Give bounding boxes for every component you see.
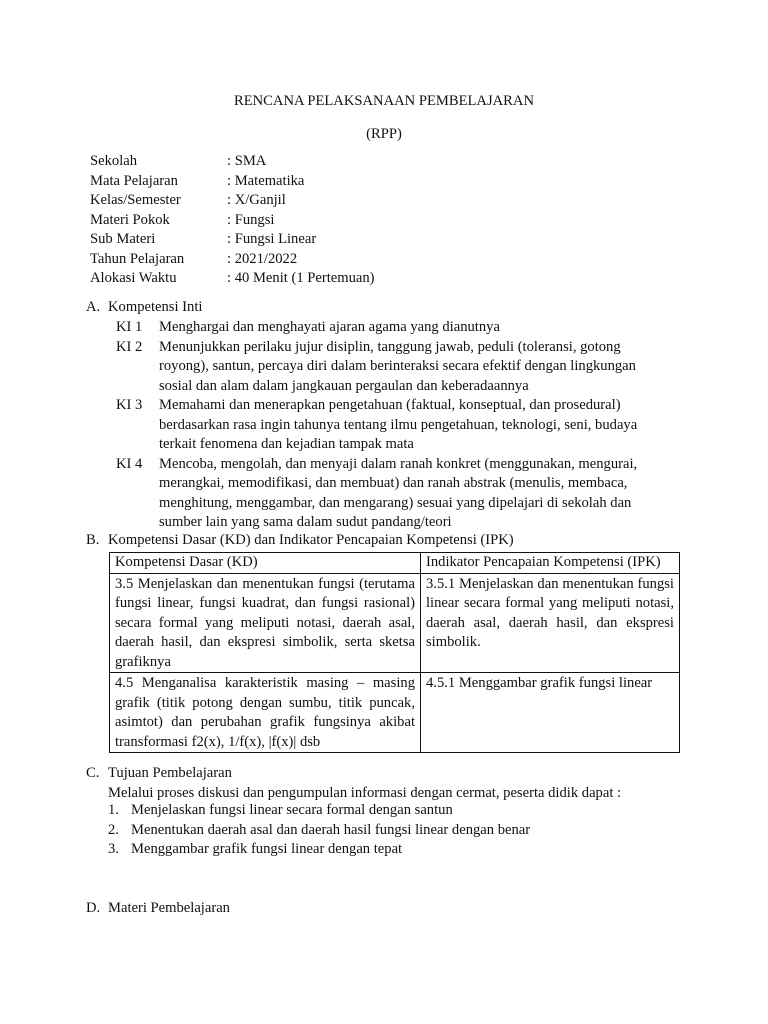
info-value: : Matematika	[227, 172, 305, 189]
section-title: Kompetensi Dasar (KD) dan Indikator Pencapaian Kompetensi (IPK)	[108, 532, 514, 548]
list-number: 2.	[108, 821, 119, 838]
ki-line: Memahami dan menerapkan pengetahuan (faktual, konseptual, dan prosedural)	[159, 397, 621, 413]
table-row	[110, 573, 680, 673]
section-letter: C.	[86, 765, 100, 781]
list-item	[108, 821, 668, 841]
ipk-cell: 3.5.1 Menjelaskan dan menentukan fungsi linear secara formal yang meliputi notasi, daerah asal, daerah hasil, dan ekspresi simbolik.	[421, 573, 680, 673]
ki-item	[116, 455, 676, 533]
list-text: Menjelaskan fungsi linear secara formal dengan santun	[131, 802, 453, 818]
section-letter: D.	[86, 900, 101, 916]
tujuan-list	[108, 801, 668, 860]
info-row	[90, 230, 375, 250]
info-label: Tahun Pelajaran	[90, 250, 185, 267]
section-b-heading	[86, 531, 514, 551]
info-label: Kelas/Semester	[90, 192, 181, 208]
document-title: RENCANA PELAKSANAAN PEMBELAJARAN	[233, 93, 534, 109]
ki-line: Menunjukkan perilaku jujur disiplin, tanggung jawab, peduli (toleransi, gotong	[159, 338, 621, 355]
ki-line: menghitung, menggambar, dan mengarang) sesuai yang dipelajari di sekolah dan	[159, 494, 632, 511]
section-title: Materi Pembelajaran	[108, 900, 230, 916]
list-item	[108, 840, 668, 860]
ki-line: sumber lain yang sama dalam sudut pandang/teori	[159, 514, 452, 530]
info-row	[90, 269, 375, 289]
info-row	[90, 191, 375, 211]
info-label: Materi Pokok	[90, 211, 170, 228]
info-block	[90, 152, 375, 289]
ipk-cell: 4.5.1 Menggambar grafik fungsi linear	[421, 673, 680, 753]
section-letter: A.	[86, 299, 101, 315]
info-value: : 40 Menit (1 Pertemuan)	[227, 270, 375, 286]
ki-text	[159, 318, 676, 338]
info-row	[90, 250, 375, 270]
section-title: Kompetensi Inti	[108, 299, 203, 315]
ki-line: terkait fenomena dan kejadian tampak mata	[159, 436, 414, 452]
table-header-kd: Kompetensi Dasar (KD)	[110, 553, 421, 574]
list-number: 1.	[108, 802, 119, 818]
info-value: : Fungsi	[227, 211, 275, 228]
info-label: Sekolah	[90, 153, 138, 169]
ki-line: Mencoba, mengolah, dan menyaji dalam ranah konkret (menggunakan, mengurai,	[159, 455, 638, 472]
info-row	[90, 172, 375, 192]
table-header-row	[110, 553, 680, 574]
section-letter: B.	[86, 532, 100, 548]
section-c-heading	[86, 764, 232, 784]
info-value: : X/Ganjil	[227, 192, 286, 208]
list-item	[108, 801, 668, 821]
info-label: Alokasi Waktu	[90, 270, 177, 286]
kd-cell: 3.5 Menjelaskan dan menentukan fungsi (terutama fungsi linear, fungsi kuadrat, dan fungsi rasional) secara formal yang meliputi notasi, daerah asal, daerah hasil, dan ekspresi simbolik, serta sketsa grafiknya	[110, 573, 421, 673]
info-row	[90, 211, 375, 231]
info-value: : 2021/2022	[227, 250, 298, 267]
list-text: Menggambar grafik fungsi linear dengan tepat	[131, 841, 403, 857]
ki-line: berdasarkan rasa ingin tahunya tentang ilmu pengetahuan, teknologi, seni, budaya	[159, 416, 638, 433]
section-title: Tujuan Pembelajaran	[108, 765, 232, 781]
ki-line: sosial dan alam dalam jangkauan pergaulan dan keberadaannya	[159, 377, 529, 394]
ki-text	[159, 396, 676, 455]
ki-line: royong), santun, percaya diri dalam berinteraksi secara efektif dengan lingkungan	[159, 358, 636, 374]
info-label: Mata Pelajaran	[90, 172, 178, 189]
ki-code: KI 2	[116, 338, 143, 355]
info-value: : Fungsi Linear	[227, 231, 317, 247]
ki-list	[116, 318, 676, 533]
document-subtitle: (RPP)	[366, 126, 402, 142]
kd-cell: 4.5 Menganalisa karakteristik masing – masing grafik (titik potong dengan sumbu, titik puncak, asimtot) dan perubahan grafik fungsinya akibat transformasi f2(x), 1/f(x), |f(x)| dsb	[110, 673, 421, 753]
ki-line: merangkai, memodifikasi, dan membuat) dan ranah abstrak (menulis, membaca,	[159, 475, 628, 491]
info-value: : SMA	[227, 153, 267, 169]
ki-code: KI 1	[116, 319, 143, 335]
ki-item	[116, 318, 676, 338]
ki-line: Menghargai dan menghayati ajaran agama yang dianutnya	[159, 319, 500, 335]
ki-item	[116, 396, 676, 455]
tujuan-intro: Melalui proses diskusi dan pengumpulan informasi dengan cermat, peserta didik dapat :	[108, 785, 622, 801]
kd-ipk-table	[109, 552, 680, 753]
list-text: Menentukan daerah asal dan daerah hasil fungsi linear dengan benar	[131, 821, 531, 838]
list-number: 3.	[108, 841, 119, 857]
ki-code: KI 4	[116, 455, 143, 472]
ki-text	[159, 338, 676, 397]
info-label: Sub Materi	[90, 231, 156, 247]
ki-item	[116, 338, 676, 397]
info-row	[90, 152, 375, 172]
table-row	[110, 673, 680, 753]
ki-text	[159, 455, 676, 533]
ki-code: KI 3	[116, 397, 143, 413]
section-d-heading	[86, 899, 230, 919]
section-a-heading	[86, 298, 202, 318]
table-header-ipk: Indikator Pencapaian Kompetensi (IPK)	[421, 553, 680, 574]
